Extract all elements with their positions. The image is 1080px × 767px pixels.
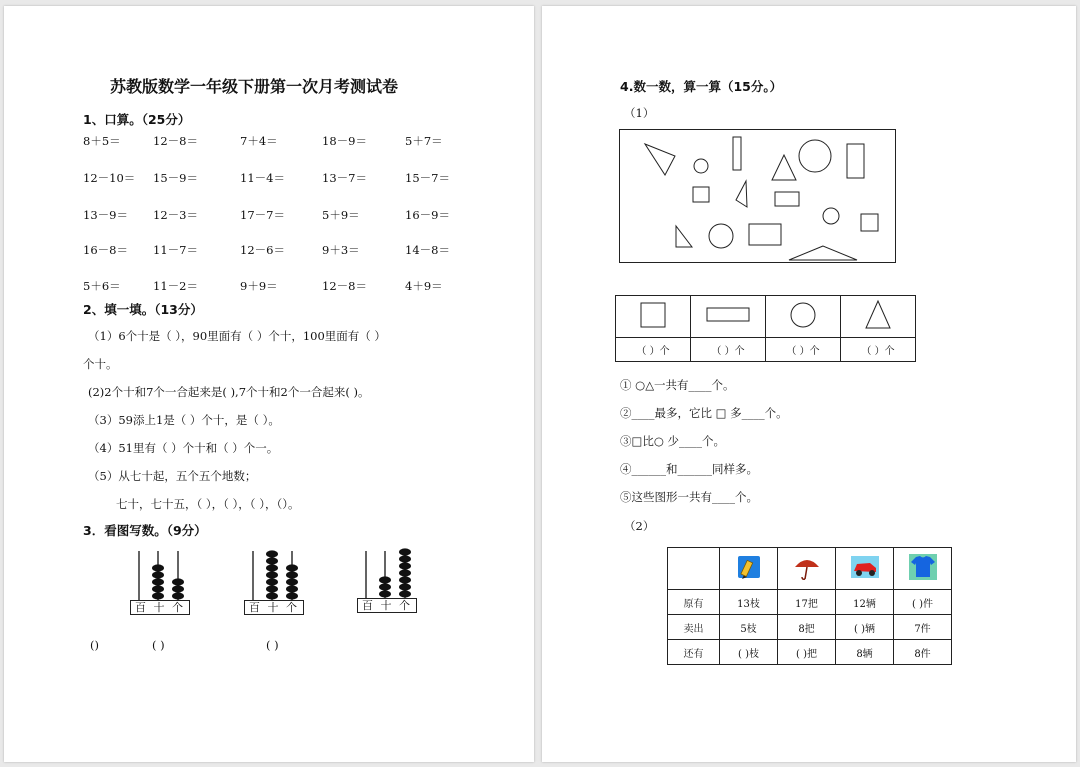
abacus-bead <box>266 564 278 571</box>
sales-table-pencil-header <box>720 548 778 590</box>
arithmetic-problem: 16－8＝ <box>83 243 128 257</box>
cell-remaining-car: 8辆 <box>836 640 894 665</box>
arithmetic-problem: 11－4＝ <box>240 171 285 185</box>
abacus-bead <box>286 571 298 578</box>
abacus-bead <box>399 548 411 555</box>
count-table-circle-cell <box>766 296 841 338</box>
arithmetic-problem: 12－6＝ <box>240 243 285 257</box>
arithmetic-problem: 12－3＝ <box>153 208 198 222</box>
question-4: ④______和______同样多。 <box>620 462 758 476</box>
abacus-bead <box>286 585 298 592</box>
page-title: 苏教版数学一年级下册第一次月考测试卷 <box>110 77 399 96</box>
abacus-bead <box>266 571 278 578</box>
cell-original-umbrella: 17把 <box>778 590 836 615</box>
row-label-original: 原有 <box>668 590 720 615</box>
fill-line-5: （5）从七十起，五个五个地数； <box>88 469 257 483</box>
umbrella-icon <box>792 553 822 581</box>
cell-original-shirt[interactable]: ( )件 <box>894 590 952 615</box>
abacus-bead <box>152 592 164 599</box>
abacus-bead <box>379 576 391 583</box>
fill-line-2: (2)2个十和7个一合起来是( ),7个十和2个一合起来( )。 <box>88 385 370 399</box>
abacus-bead <box>266 550 278 557</box>
abacus-answer-1: () <box>90 638 99 652</box>
abacus-answer-3: ( ) <box>266 638 279 652</box>
triangle-shape <box>645 144 675 175</box>
part-2-label: （2） <box>624 519 655 533</box>
abacus-bead <box>399 583 411 590</box>
arithmetic-problem: 11－7＝ <box>153 243 198 257</box>
arithmetic-problem: 14－8＝ <box>405 243 450 257</box>
shirt-icon <box>908 553 938 581</box>
part-1-label: （1） <box>624 106 655 120</box>
abacus-answer-2: ( ) <box>152 638 165 652</box>
abacus-bead <box>399 569 411 576</box>
question-2: ②____最多，它比 □ 多____个。 <box>620 406 788 420</box>
abacus-bead <box>152 578 164 585</box>
fill-line-3: （3）59添上1是（ ）个十，是（ ）。 <box>88 413 280 427</box>
triangle-icon <box>866 301 890 328</box>
abacus-bead <box>379 590 391 597</box>
sales-table-shirt-header <box>894 548 952 590</box>
rectangle-shape <box>847 144 864 178</box>
arithmetic-problem: 5＋6＝ <box>83 279 121 293</box>
fill-line-5-sequence: 七十，七十五，（ ），（ ），（ ），（）。 <box>116 497 300 511</box>
circle-shape <box>694 159 708 173</box>
abacus-bead <box>286 578 298 585</box>
section-3-heading: 3．看图写数。（9分） <box>83 523 207 538</box>
rectangle-shape <box>733 137 741 170</box>
abacus-bead <box>172 585 184 592</box>
sales-table-umbrella-header <box>778 548 836 590</box>
triangle-shape <box>676 226 692 247</box>
cell-sold-car[interactable]: ( )辆 <box>836 615 894 640</box>
row-label-sold: 卖出 <box>668 615 720 640</box>
count-blank-triangle[interactable]: （ ）个 <box>841 338 916 362</box>
arithmetic-problem: 16－9＝ <box>405 208 450 222</box>
cell-sold-shirt: 7件 <box>894 615 952 640</box>
left-page <box>4 6 534 762</box>
right-page <box>542 6 1076 762</box>
fill-line-4: （4）51里有（ ）个十和（ ）个一。 <box>88 441 279 455</box>
arithmetic-problem: 7＋4＝ <box>240 134 278 148</box>
cell-remaining-pencil[interactable]: ( )枝 <box>720 640 778 665</box>
circle-icon <box>791 303 815 327</box>
abacus-bead <box>266 585 278 592</box>
count-blank-circle[interactable]: （ ）个 <box>766 338 841 362</box>
shapes-figure <box>619 129 897 263</box>
abacus-2-label: 百 十 个 <box>244 600 304 615</box>
arithmetic-problem: 5＋9＝ <box>322 208 360 222</box>
abacus-bead <box>266 557 278 564</box>
car-icon <box>850 553 880 581</box>
section-4-heading: 4.数一数，算一算（15分。） <box>620 79 783 94</box>
abacus-bead <box>399 562 411 569</box>
circle-shape <box>709 224 733 248</box>
rectangle-shape <box>775 192 799 206</box>
abacus-bead <box>266 592 278 599</box>
arithmetic-problem: 4＋9＝ <box>405 279 443 293</box>
question-5: ⑤这些图形一共有____个。 <box>620 490 758 504</box>
sales-table-corner <box>668 548 720 590</box>
shape-count-table <box>615 295 916 362</box>
abacus-bead <box>172 592 184 599</box>
arithmetic-problem: 18－9＝ <box>322 134 367 148</box>
abacus-3-label: 百 十 个 <box>357 598 417 613</box>
cell-sold-pencil: 5枝 <box>720 615 778 640</box>
count-blank-rectangle[interactable]: （ ）个 <box>691 338 766 362</box>
abacus-bead <box>379 583 391 590</box>
triangle-shape <box>772 155 796 180</box>
question-1: ① ○△一共有____个。 <box>620 378 735 392</box>
arithmetic-problem: 13－9＝ <box>83 208 128 222</box>
shapes-frame <box>620 130 896 263</box>
count-table-triangle-cell <box>841 296 916 338</box>
abacus-bead <box>399 590 411 597</box>
fill-line-1-cont: 个十。 <box>83 357 118 371</box>
arithmetic-problem: 12－8＝ <box>153 134 198 148</box>
square-shape <box>693 187 709 202</box>
arithmetic-problem: 5＋7＝ <box>405 134 443 148</box>
abacus-bead <box>152 564 164 571</box>
rectangle-icon <box>707 308 749 321</box>
arithmetic-problem: 17－7＝ <box>240 208 285 222</box>
arithmetic-problem: 12－10＝ <box>83 171 136 185</box>
abacus-bead <box>286 592 298 599</box>
section-2-heading: 2、填一填。（13分） <box>83 302 203 317</box>
question-3: ③□比○ 少____个。 <box>620 434 726 448</box>
count-blank-square[interactable]: （ ）个 <box>616 338 691 362</box>
arithmetic-problem: 9＋9＝ <box>240 279 278 293</box>
abacus-bead <box>399 555 411 562</box>
abacus-figures <box>4 541 534 631</box>
square-shape <box>861 214 878 231</box>
cell-original-pencil: 13枝 <box>720 590 778 615</box>
circle-shape <box>823 208 839 224</box>
rectangle-shape <box>749 224 781 245</box>
fill-line-1: （1）6个十是（ ），90里面有（ ）个十，100里面有（ ） <box>88 329 386 343</box>
pencil-icon <box>735 553 763 581</box>
count-table-square-cell <box>616 296 691 338</box>
section-1-heading: 1、口算。（25分） <box>83 112 191 127</box>
cell-remaining-shirt: 8件 <box>894 640 952 665</box>
abacus-bead <box>399 576 411 583</box>
arithmetic-problem: 15－7＝ <box>405 171 450 185</box>
abacus-bead <box>266 578 278 585</box>
abacus-bead <box>286 564 298 571</box>
cell-remaining-umbrella[interactable]: ( )把 <box>778 640 836 665</box>
square-icon <box>641 303 665 327</box>
arithmetic-problem: 12－8＝ <box>322 279 367 293</box>
count-table-rectangle-cell <box>691 296 766 338</box>
arithmetic-problem: 13－7＝ <box>322 171 367 185</box>
triangle-shape <box>736 181 747 207</box>
abacus-bead <box>152 571 164 578</box>
arithmetic-problem: 8＋5＝ <box>83 134 121 148</box>
circle-shape <box>799 140 831 172</box>
cell-sold-umbrella: 8把 <box>778 615 836 640</box>
cell-original-car: 12辆 <box>836 590 894 615</box>
abacus-bead <box>172 578 184 585</box>
row-label-remaining: 还有 <box>668 640 720 665</box>
abacus-bead <box>152 585 164 592</box>
arithmetic-problem: 11－2＝ <box>153 279 198 293</box>
sales-table <box>667 547 952 665</box>
arithmetic-problem: 15－9＝ <box>153 171 198 185</box>
arithmetic-problem: 9＋3＝ <box>322 243 360 257</box>
abacus-1-label: 百 十 个 <box>130 600 190 615</box>
sales-table-car-header <box>836 548 894 590</box>
triangle-shape <box>789 246 857 260</box>
